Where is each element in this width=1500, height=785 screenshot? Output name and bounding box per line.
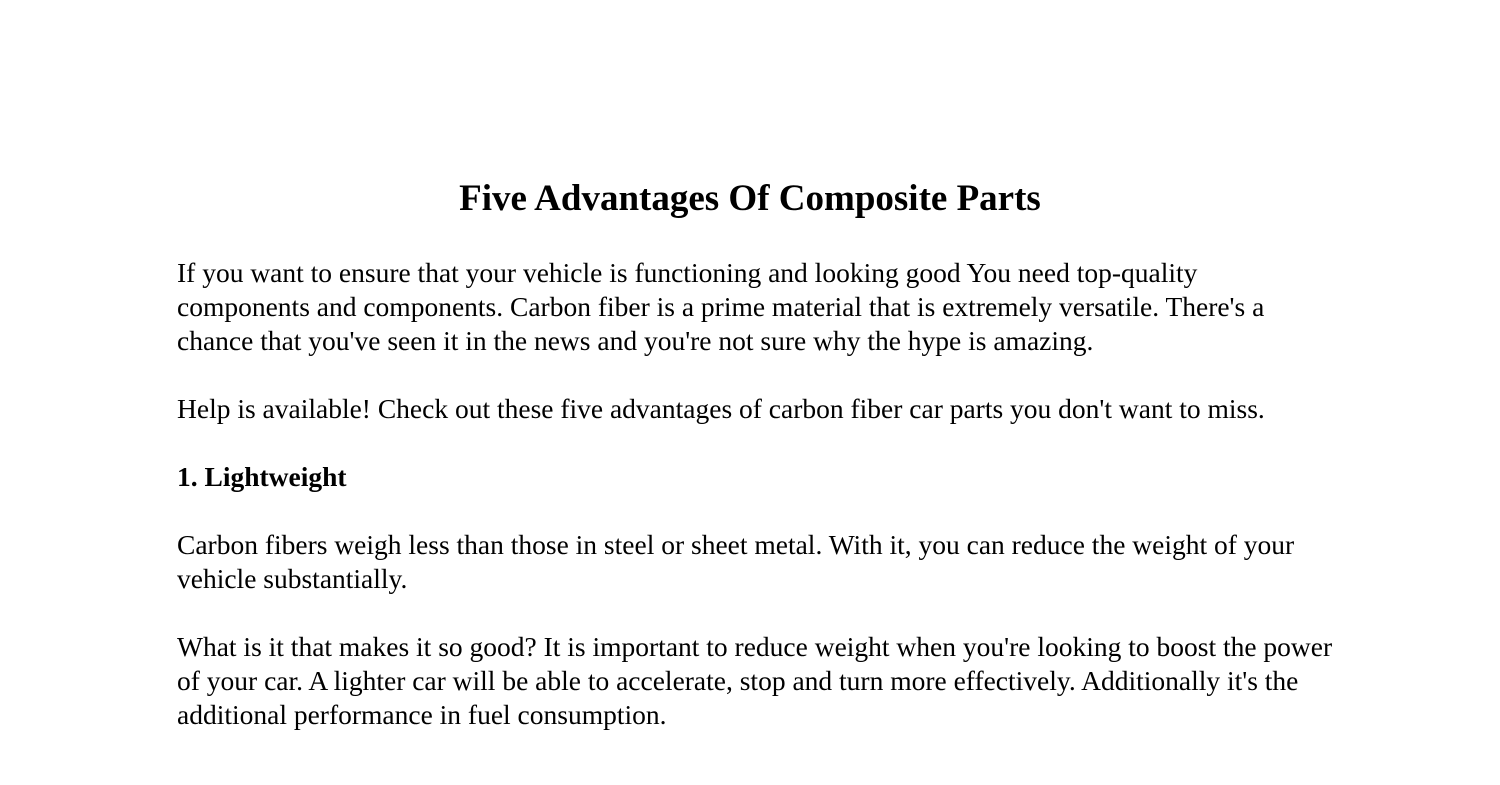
section-paragraph: Carbon fibers weigh less than those in steel or sheet metal. With it, you can reduce the weight of your vehicle substantially. <box>177 529 1295 594</box>
document-title: Five Advantages Of Composite Parts <box>459 178 1041 219</box>
section-paragraph: What is it that makes it so good? It is important to reduce weight when you're looking to boost the power of your car. A lighter car will be able to accelerate, stop and turn more effectively. Additionally it's the additional performance in fuel consumption. <box>177 631 1333 730</box>
intro-paragraph: If you want to ensure that your vehicle is functioning and looking good You need top-quality components and components. Carbon fiber is a prime material that is extremely versatile. There's a chance that you've seen it in the news and you're not sure why the hype is amazing. <box>177 257 1265 356</box>
intro-paragraph: Help is available! Check out these five advantages of carbon fiber car parts you don't want to miss. <box>177 393 1265 424</box>
section-heading: 1. Lightweight <box>177 461 347 492</box>
document-body <box>177 256 1337 766</box>
